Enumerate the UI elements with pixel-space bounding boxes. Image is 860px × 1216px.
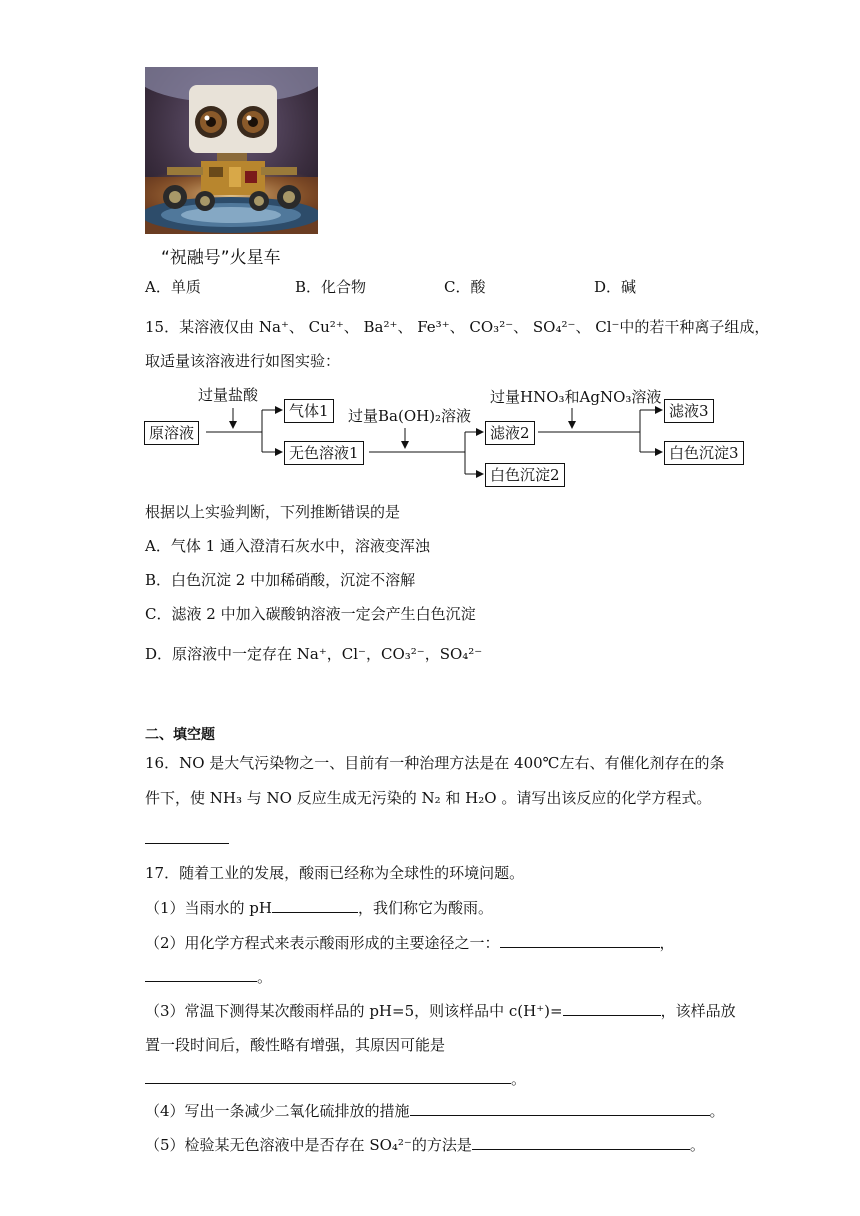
q15-question: 根据以上实验判断，下列推断错误的是 xyxy=(145,503,401,521)
q15-option-c: C．滤液 2 中加入碳酸钠溶液一定会产生白色沉淀 xyxy=(145,605,476,623)
flow-gas1-box: 气体1 xyxy=(284,399,334,423)
ion-cu: Cu²⁺ xyxy=(308,318,344,336)
q14-option-d: D．碱 xyxy=(594,278,637,296)
ion-na: Na⁺ xyxy=(258,318,289,336)
rover-caption: “祝融号”火星车 xyxy=(161,248,281,268)
q17-part1: （1）当雨水的 pH ，我们称它为酸雨。 xyxy=(145,899,494,917)
q15-option-b: B．白色沉淀 2 中加稀硝酸，沉淀不溶解 xyxy=(145,571,416,589)
q17-part4: （4）写出一条减少二氧化硫排放的措施 。 xyxy=(145,1102,725,1120)
flow-filtrate3-box: 滤液3 xyxy=(664,399,714,423)
ion-fe: Fe³⁺ xyxy=(417,318,450,336)
q15-flow-diagram xyxy=(140,380,760,490)
q17-part3-blank1[interactable] xyxy=(563,1001,661,1016)
flow-precip3-box: 白色沉淀3 xyxy=(664,441,744,465)
flow-reagent3-label: 过量HNO₃和AgNO₃溶液 xyxy=(490,388,662,406)
q14-option-b: B．化合物 xyxy=(295,278,367,296)
q15-stem-line1: 15．某溶液仅由 Na⁺、 Cu²⁺、 Ba²⁺、 Fe³⁺、 CO₃²⁻、 SO₄²⁻、 Cl⁻中的若干种离子组成， xyxy=(145,318,770,336)
flow-start-box: 原溶液 xyxy=(144,421,199,445)
section-title: 二、填空题 xyxy=(145,727,215,743)
q14-option-c: C．酸 xyxy=(444,278,486,296)
ion-co3: CO₃²⁻ xyxy=(469,318,514,336)
q17-stem: 17．随着工业的发展，酸雨已经称为全球性的环境问题。 xyxy=(145,864,525,882)
q15-option-a: A．气体 1 通入澄清石灰水中，溶液变浑浊 xyxy=(145,537,430,555)
q17-part3-line2: 置一段时间后，酸性略有增强，其原因可能是 xyxy=(145,1036,446,1054)
q17-part3-blank2[interactable] xyxy=(145,1069,511,1084)
q14-option-a: A．单质 xyxy=(145,278,201,296)
rover-illustration xyxy=(145,67,318,234)
q17-part3: （3）常温下测得某次酸雨样品的 pH=5，则该样品中 c(H⁺)= ，该样品放 xyxy=(145,1002,736,1020)
q17-part5-blank[interactable] xyxy=(472,1135,690,1150)
flow-reagent2-label: 过量Ba(OH)₂溶液 xyxy=(348,407,472,425)
q16-line1: 16．NO 是大气污染物之一、目前有一种治理方法是在 400℃左右、有催化剂存在的条 xyxy=(145,754,725,772)
q16-line2: 件下，使 NH₃ 与 NO 反应生成无污染的 N₂ 和 H₂O 。请写出该反应的化学方程式。 xyxy=(145,789,712,807)
q17-part1-blank[interactable] xyxy=(272,898,358,913)
q17-part4-blank[interactable] xyxy=(410,1101,710,1116)
flow-solution1-box: 无色溶液1 xyxy=(284,441,364,465)
flow-reagent1-label: 过量盐酸 xyxy=(198,386,259,404)
ion-cl: Cl⁻ xyxy=(595,318,620,336)
q16-answer-blank[interactable] xyxy=(145,843,229,844)
rover-image xyxy=(145,67,318,234)
q17-part2-blank1[interactable] xyxy=(500,933,660,948)
q17-part3-line3: 。 xyxy=(145,1068,526,1089)
flow-precip2-box: 白色沉淀2 xyxy=(485,463,565,487)
flow-filtrate2-box: 滤液2 xyxy=(485,421,535,445)
q15-stem-line2: 取适量该溶液进行如图实验： xyxy=(145,352,341,370)
q17-part2-blank2[interactable] xyxy=(145,967,257,982)
q17-part5: （5）检验某无色溶液中是否存在 SO₄²⁻的方法是 。 xyxy=(145,1136,705,1154)
q17-part2-line2: 。 xyxy=(145,966,272,987)
ion-ba: Ba²⁺ xyxy=(363,318,398,336)
q15-option-d: D．原溶液中一定存在 Na⁺，Cl⁻，CO₃²⁻，SO₄²⁻ xyxy=(145,645,483,663)
ion-so4: SO₄²⁻ xyxy=(532,318,576,336)
q17-part2: （2）用化学方程式来表示酸雨形成的主要途径之一： ， xyxy=(145,934,675,952)
